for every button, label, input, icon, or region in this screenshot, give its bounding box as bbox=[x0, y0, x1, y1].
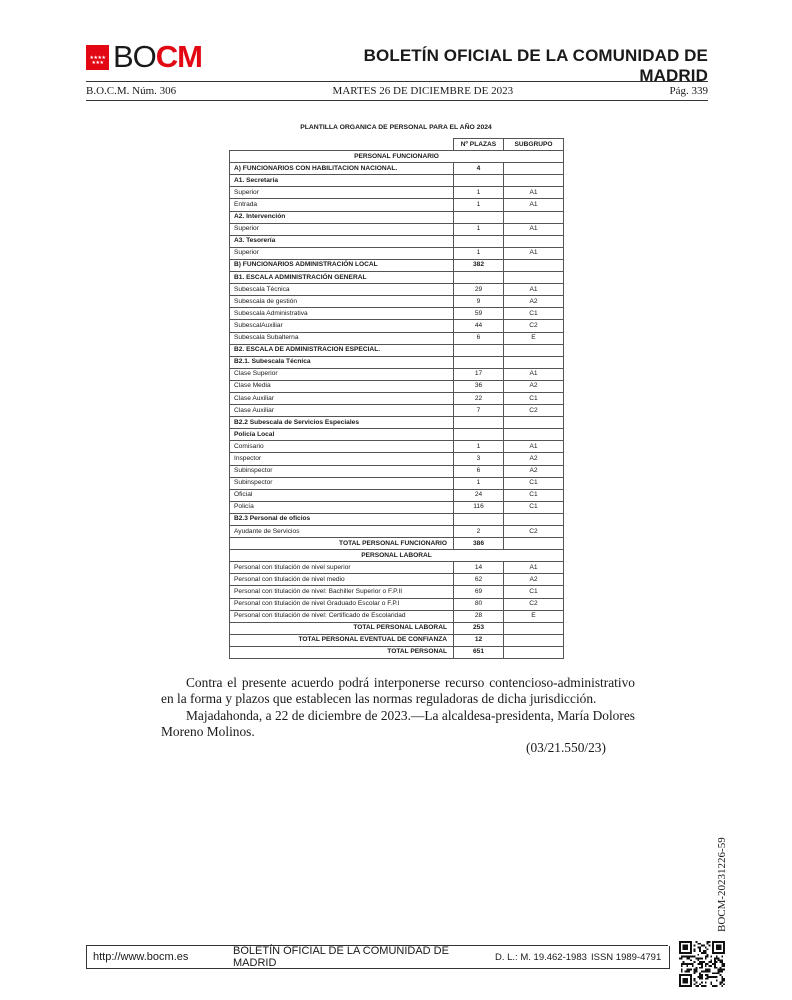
table-row bbox=[230, 187, 564, 199]
table-row bbox=[230, 405, 564, 417]
row-label: B2. ESCALA DE ADMINISTRACION ESPECIAL. bbox=[230, 344, 454, 356]
row-label: Entrada bbox=[230, 199, 454, 211]
table-row bbox=[230, 223, 564, 235]
row-label: Clase Auxiliar bbox=[230, 405, 454, 417]
row-subgrupo: A2 bbox=[504, 453, 564, 465]
table-row bbox=[230, 211, 564, 223]
footer-title: BOLETÍN OFICIAL DE LA COMUNIDAD DE MADRID bbox=[233, 945, 449, 969]
table-row bbox=[230, 368, 564, 380]
row-label: Personal con titulación de nivel superior bbox=[230, 562, 454, 574]
row-label: Superior bbox=[230, 247, 454, 259]
table-row bbox=[230, 646, 564, 658]
row-plazas: 1 bbox=[454, 199, 504, 211]
table-row bbox=[230, 501, 564, 513]
footer-legal-deposit: D. L.: M. 19.462-1983 bbox=[495, 951, 587, 963]
row-plazas: 62 bbox=[454, 574, 504, 586]
row-label: Personal con titulación de nivel: Certificado de Escolaridad bbox=[230, 610, 454, 622]
table-row bbox=[230, 489, 564, 501]
logo-text: BOCM bbox=[113, 39, 203, 74]
row-subgrupo bbox=[504, 175, 564, 187]
document-reference: (03/21.550/23) bbox=[526, 740, 606, 755]
row-plazas bbox=[454, 344, 504, 356]
row-label: A) FUNCIONARIOS CON HABILITACION NACIONAL. bbox=[230, 163, 454, 175]
table-row bbox=[230, 199, 564, 211]
row-plazas: 36 bbox=[454, 380, 504, 392]
row-plazas: 1 bbox=[454, 477, 504, 489]
table-row bbox=[230, 175, 564, 187]
row-label: A1. Secretaría bbox=[230, 175, 454, 187]
row-subgrupo: A2 bbox=[504, 465, 564, 477]
bocm-code: BOCM-20231226-59 bbox=[716, 837, 728, 932]
table-row bbox=[230, 550, 564, 562]
row-plazas: 386 bbox=[454, 538, 504, 550]
row-label: TOTAL PERSONAL FUNCIONARIO bbox=[230, 538, 454, 550]
table-row bbox=[230, 235, 564, 247]
row-subgrupo: A1 bbox=[504, 199, 564, 211]
row-subgrupo: A2 bbox=[504, 574, 564, 586]
table-row bbox=[230, 586, 564, 598]
table-row bbox=[230, 429, 564, 441]
row-label: Policía Local bbox=[230, 429, 454, 441]
row-subgrupo: C2 bbox=[504, 320, 564, 332]
row-subgrupo: C2 bbox=[504, 405, 564, 417]
table-row bbox=[230, 526, 564, 538]
madrid-flag-icon: ★★★★ ★★★ bbox=[86, 45, 109, 70]
row-plazas: 9 bbox=[454, 296, 504, 308]
row-label: B2.3 Personal de oficios bbox=[230, 513, 454, 525]
row-subgrupo: A2 bbox=[504, 380, 564, 392]
row-plazas: 14 bbox=[454, 562, 504, 574]
row-plazas bbox=[454, 513, 504, 525]
row-plazas: 29 bbox=[454, 284, 504, 296]
row-subgrupo: C2 bbox=[504, 598, 564, 610]
row-subgrupo bbox=[504, 417, 564, 429]
row-subgrupo: A1 bbox=[504, 562, 564, 574]
row-plazas: 1 bbox=[454, 247, 504, 259]
row-label: Policía bbox=[230, 501, 454, 513]
row-plazas: 651 bbox=[454, 646, 504, 658]
row-plazas bbox=[454, 211, 504, 223]
row-label: Personal con titulación de nivel Graduado Escolar o F.P.I bbox=[230, 598, 454, 610]
table-row bbox=[230, 259, 564, 271]
row-subgrupo: C1 bbox=[504, 477, 564, 489]
row-subgrupo: A1 bbox=[504, 441, 564, 453]
issue-date: MARTES 26 DE DICIEMBRE DE 2023 bbox=[332, 85, 514, 97]
table-row bbox=[230, 610, 564, 622]
row-plazas bbox=[454, 272, 504, 284]
table-row bbox=[230, 465, 564, 477]
row-plazas: 3 bbox=[454, 453, 504, 465]
row-subgrupo bbox=[504, 272, 564, 284]
row-subgrupo bbox=[504, 429, 564, 441]
table-row bbox=[230, 634, 564, 646]
header-divider-top bbox=[86, 81, 708, 82]
header-divider-bottom bbox=[86, 100, 708, 101]
row-plazas: 6 bbox=[454, 332, 504, 344]
row-label: Subinspector bbox=[230, 477, 454, 489]
row-label: B1. ESCALA ADMINISTRACIÓN GENERAL bbox=[230, 272, 454, 284]
row-subgrupo: E bbox=[504, 332, 564, 344]
row-plazas: 7 bbox=[454, 405, 504, 417]
row-label: Ayudante de Servicios bbox=[230, 526, 454, 538]
table-row bbox=[230, 562, 564, 574]
row-subgrupo bbox=[504, 344, 564, 356]
row-label: Subescala Técnica bbox=[230, 284, 454, 296]
row-label: Inspector bbox=[230, 453, 454, 465]
row-subgrupo bbox=[504, 646, 564, 658]
table-row bbox=[230, 356, 564, 368]
table-row bbox=[230, 598, 564, 610]
table-row bbox=[230, 453, 564, 465]
row-subgrupo bbox=[504, 356, 564, 368]
row-label: A3. Tesorería bbox=[230, 235, 454, 247]
table-row bbox=[230, 392, 564, 404]
table-row bbox=[230, 441, 564, 453]
row-label: Subescala Administrativa bbox=[230, 308, 454, 320]
row-plazas: 1 bbox=[454, 223, 504, 235]
row-plazas: 22 bbox=[454, 392, 504, 404]
row-subgrupo: A1 bbox=[504, 247, 564, 259]
header-empty-cell bbox=[230, 139, 454, 151]
row-label: TOTAL PERSONAL EVENTUAL DE CONFIANZA bbox=[230, 634, 454, 646]
row-label: B2.2 Subescala de Servicios Especiales bbox=[230, 417, 454, 429]
table-row bbox=[230, 272, 564, 284]
section-heading: PERSONAL FUNCIONARIO bbox=[230, 151, 564, 163]
row-plazas: 44 bbox=[454, 320, 504, 332]
row-plazas: 80 bbox=[454, 598, 504, 610]
row-subgrupo: A1 bbox=[504, 187, 564, 199]
staff-table bbox=[229, 138, 564, 659]
row-plazas: 253 bbox=[454, 622, 504, 634]
row-label: TOTAL PERSONAL LABORAL bbox=[230, 622, 454, 634]
table-row bbox=[230, 417, 564, 429]
table-row bbox=[230, 163, 564, 175]
row-subgrupo: C1 bbox=[504, 392, 564, 404]
table-row bbox=[230, 574, 564, 586]
header-plazas: Nº PLAZAS bbox=[454, 139, 504, 151]
table-row bbox=[230, 296, 564, 308]
bulletin-title: BOLETÍN OFICIAL DE LA COMUNIDAD DE MADRID bbox=[363, 46, 708, 85]
row-label: Personal con titulación de nivel: Bachiller Superior o F.P.II bbox=[230, 586, 454, 598]
row-label: Subescala Subalterna bbox=[230, 332, 454, 344]
table-header-row bbox=[230, 139, 564, 151]
footer bbox=[86, 946, 670, 969]
table-row bbox=[230, 308, 564, 320]
appeal-paragraph: Contra el presente acuerdo podrá interponerse recurso contencioso-administrativo en la forma y plazos que establecen las normas reguladoras de dicha jurisdicción. bbox=[161, 675, 635, 706]
row-plazas: 1 bbox=[454, 441, 504, 453]
table-row bbox=[230, 247, 564, 259]
row-label: Clase Media bbox=[230, 380, 454, 392]
row-label: Clase Auxiliar bbox=[230, 392, 454, 404]
row-subgrupo: A2 bbox=[504, 296, 564, 308]
row-subgrupo: A1 bbox=[504, 284, 564, 296]
row-label: B) FUNCIONARIOS ADMINISTRACIÓN LOCAL bbox=[230, 259, 454, 271]
table-row bbox=[230, 513, 564, 525]
table-row bbox=[230, 320, 564, 332]
row-label: Superior bbox=[230, 187, 454, 199]
row-label: Comisario bbox=[230, 441, 454, 453]
table-row bbox=[230, 151, 564, 163]
row-plazas: 12 bbox=[454, 634, 504, 646]
row-plazas bbox=[454, 235, 504, 247]
row-subgrupo: C1 bbox=[504, 586, 564, 598]
row-plazas: 28 bbox=[454, 610, 504, 622]
bocm-logo bbox=[86, 39, 203, 74]
row-label: Subescala de gestión bbox=[230, 296, 454, 308]
row-subgrupo: C2 bbox=[504, 526, 564, 538]
footer-issn: ISSN 1989-4791 bbox=[591, 951, 662, 963]
table-row bbox=[230, 284, 564, 296]
row-plazas bbox=[454, 175, 504, 187]
row-subgrupo: C1 bbox=[504, 489, 564, 501]
signature-paragraph: Majadahonda, a 22 de diciembre de 2023.—La alcaldesa-presidenta, María Dolores Moreno Molinos. bbox=[161, 708, 635, 739]
row-plazas bbox=[454, 417, 504, 429]
header-subgrupo: SUBGRUPO bbox=[504, 139, 564, 151]
row-subgrupo: A1 bbox=[504, 368, 564, 380]
row-plazas: 2 bbox=[454, 526, 504, 538]
row-label: B2.1. Subescala Técnica bbox=[230, 356, 454, 368]
row-subgrupo bbox=[504, 235, 564, 247]
row-plazas: 6 bbox=[454, 465, 504, 477]
row-subgrupo: E bbox=[504, 610, 564, 622]
row-plazas bbox=[454, 356, 504, 368]
row-subgrupo: C1 bbox=[504, 501, 564, 513]
row-plazas: 17 bbox=[454, 368, 504, 380]
table-title: PLANTILLA ORGANICA DE PERSONAL PARA EL AÑO 2024 bbox=[300, 124, 492, 131]
row-subgrupo bbox=[504, 634, 564, 646]
row-label: Clase Superior bbox=[230, 368, 454, 380]
row-label: Subinspector bbox=[230, 465, 454, 477]
row-label: TOTAL PERSONAL bbox=[230, 646, 454, 658]
row-plazas: 116 bbox=[454, 501, 504, 513]
table-row bbox=[230, 538, 564, 550]
row-label: Superior bbox=[230, 223, 454, 235]
page-number: Pág. 339 bbox=[669, 85, 708, 97]
row-subgrupo bbox=[504, 163, 564, 175]
issue-number: B.O.C.M. Núm. 306 bbox=[86, 85, 177, 97]
table-row bbox=[230, 380, 564, 392]
row-plazas: 69 bbox=[454, 586, 504, 598]
row-subgrupo bbox=[504, 513, 564, 525]
table-row bbox=[230, 332, 564, 344]
table-row bbox=[230, 344, 564, 356]
row-plazas: 4 bbox=[454, 163, 504, 175]
row-label: Personal con titulación de nivel medio bbox=[230, 574, 454, 586]
row-plazas: 382 bbox=[454, 259, 504, 271]
row-subgrupo bbox=[504, 622, 564, 634]
section-heading: PERSONAL LABORAL bbox=[230, 550, 564, 562]
row-plazas bbox=[454, 429, 504, 441]
row-plazas: 59 bbox=[454, 308, 504, 320]
row-subgrupo bbox=[504, 538, 564, 550]
row-subgrupo: C1 bbox=[504, 308, 564, 320]
table-row bbox=[230, 622, 564, 634]
row-subgrupo: A1 bbox=[504, 223, 564, 235]
row-label: SubescalAuxiliar bbox=[230, 320, 454, 332]
row-plazas: 1 bbox=[454, 187, 504, 199]
row-plazas: 24 bbox=[454, 489, 504, 501]
row-subgrupo bbox=[504, 211, 564, 223]
header-meta bbox=[86, 85, 708, 97]
qr-code-icon bbox=[679, 941, 725, 987]
row-subgrupo bbox=[504, 259, 564, 271]
row-label: A2. Intervención bbox=[230, 211, 454, 223]
footer-url-link[interactable]: http://www.bocm.es bbox=[93, 951, 189, 963]
table-row bbox=[230, 477, 564, 489]
row-label: Oficial bbox=[230, 489, 454, 501]
